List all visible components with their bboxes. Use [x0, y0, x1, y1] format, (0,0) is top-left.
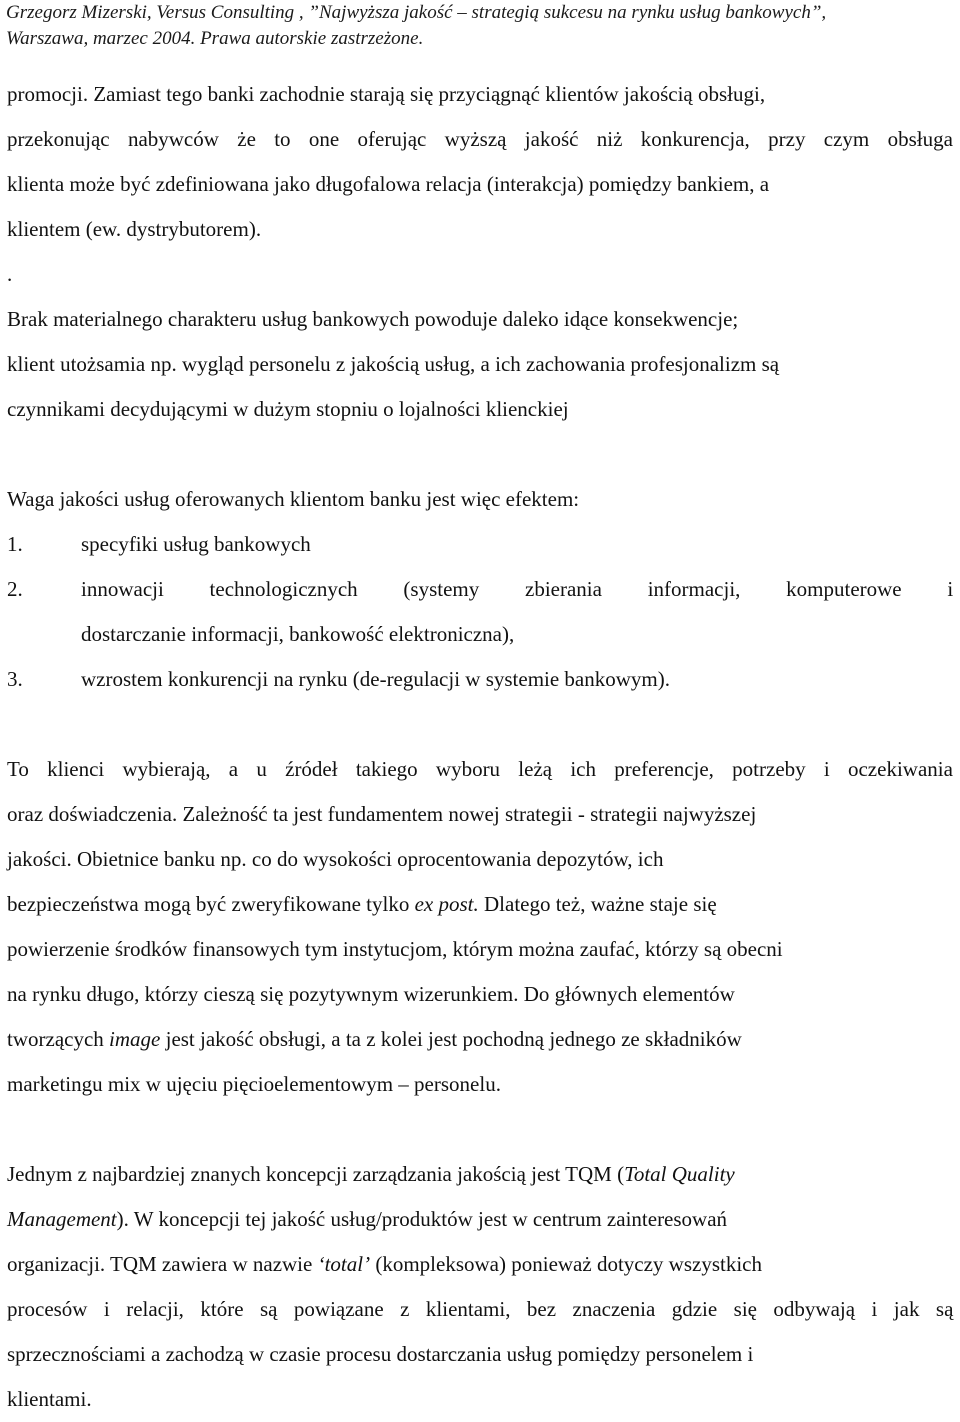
text-line: promocji. Zamiast tego banki zachodnie starają się przyciągnąć klientów jakością obsługi,	[7, 82, 766, 106]
text-run: Jednym z najbardziej znanych koncepcji zarządzania jakością jest TQM (	[7, 1162, 625, 1186]
text-line	[7, 1017, 953, 1062]
list-item	[7, 657, 953, 702]
list-item-text: innowacji technologicznych (systemy zbierania informacji, komputerowe i	[81, 577, 954, 601]
text-line: czynnikami decydującymi w dużym stopniu o lojalności klienckiej	[7, 397, 569, 421]
text-line: powierzenie środków finansowych tym instytucjom, którym można zaufać, którzy są obecni	[7, 937, 783, 961]
page-header	[6, 0, 956, 52]
text-run: (kompleksowa) ponieważ dotyczy wszystkich	[375, 1252, 762, 1276]
text-line	[7, 882, 953, 927]
text-run: organizacji. TQM zawiera w nazwie	[7, 1252, 313, 1276]
list-item	[7, 522, 953, 567]
paragraph-intangibility	[7, 297, 953, 432]
text-line: Waga jakości usług oferowanych klientom banku jest więc efektem:	[7, 487, 580, 511]
paragraph-customers	[7, 747, 953, 1107]
text-line: oraz doświadczenia. Zależność ta jest fundamentem nowej strategii - strategii najwyższej	[7, 802, 757, 826]
text-line: przekonując nabywców że to one oferując wyższą jakość niż konkurencja, przy czym obsługa	[7, 127, 953, 151]
text-line	[7, 1242, 953, 1287]
italic-term: Total Quality	[624, 1162, 735, 1186]
text-line	[7, 1152, 953, 1197]
list-number: 2.	[7, 577, 23, 601]
paragraph-tqm	[7, 1152, 953, 1422]
paragraph-promotion	[7, 72, 953, 297]
text-line: jakości. Obietnice banku np. co do wysokości oprocentowania depozytów, ich	[7, 847, 664, 871]
list-item-text: wzrostem konkurencji na rynku (de-regulacji w systemie bankowym).	[81, 667, 670, 691]
header-line-2: Warszawa, marzec 2004. Prawa autorskie zastrzeżone.	[6, 28, 424, 49]
text-line: To klienci wybierają, a u źródeł takiego wyboru leżą ich preferencje, potrzeby i oczekiwania	[7, 757, 953, 781]
factors-list	[7, 522, 953, 702]
text-line: Brak materialnego charakteru usług bankowych powoduje daleko idące konsekwencje;	[7, 307, 739, 331]
text-line: klientem (ew. dystrybutorem).	[7, 217, 262, 241]
text-line: klientami.	[7, 1387, 92, 1411]
list-number: 1.	[7, 532, 23, 556]
list-item	[7, 567, 954, 657]
text-line: .	[7, 262, 13, 286]
text-line	[7, 1197, 953, 1242]
document-body	[7, 72, 953, 1422]
text-line: marketingu mix w ujęciu pięcioelementowym – personelu.	[7, 1072, 501, 1096]
list-intro	[7, 477, 953, 522]
header-line-1: Grzegorz Mizerski, Versus Consulting , ”Najwyższa jakość – strategią sukcesu na rynku usług bankowych”,	[6, 2, 827, 23]
italic-term: Management	[7, 1207, 117, 1231]
italic-term: ‘total’	[317, 1252, 371, 1276]
text-run: jest jakość obsługi, a ta z kolei jest pochodną jednego ze składników	[165, 1027, 742, 1051]
list-item-text: specyfiki usług bankowych	[81, 532, 311, 556]
text-line: na rynku długo, którzy cieszą się pozytywnym wizerunkiem. Do głównych elementów	[7, 982, 735, 1006]
text-run: ). W koncepcji tej jakość usług/produktów jest w centrum zainteresowań	[116, 1207, 728, 1231]
text-line: sprzecznościami a zachodzą w czasie procesu dostarczania usług pomiędzy personelem i	[7, 1342, 754, 1366]
text-run: bezpieczeństwa mogą być zweryfikowane tylko	[7, 892, 410, 916]
text-run: Dlatego też, ważne staje się	[484, 892, 717, 916]
list-number: 3.	[7, 667, 23, 691]
text-line: klient utożsamia np. wygląd personelu z jakością usług, a ich zachowania profesjonalizm są	[7, 352, 780, 376]
list-item-text: dostarczanie informacji, bankowość elektroniczna),	[81, 622, 515, 646]
text-line: procesów i relacji, które są powiązane z klientami, bez znaczenia gdzie się odbywają i jak są	[7, 1297, 954, 1321]
italic-term: image	[109, 1027, 161, 1051]
text-line: klienta może być zdefiniowana jako długofalowa relacja (interakcja) pomiędzy bankiem, a	[7, 172, 770, 196]
text-run: tworzących	[7, 1027, 104, 1051]
italic-term: ex post.	[414, 892, 479, 916]
